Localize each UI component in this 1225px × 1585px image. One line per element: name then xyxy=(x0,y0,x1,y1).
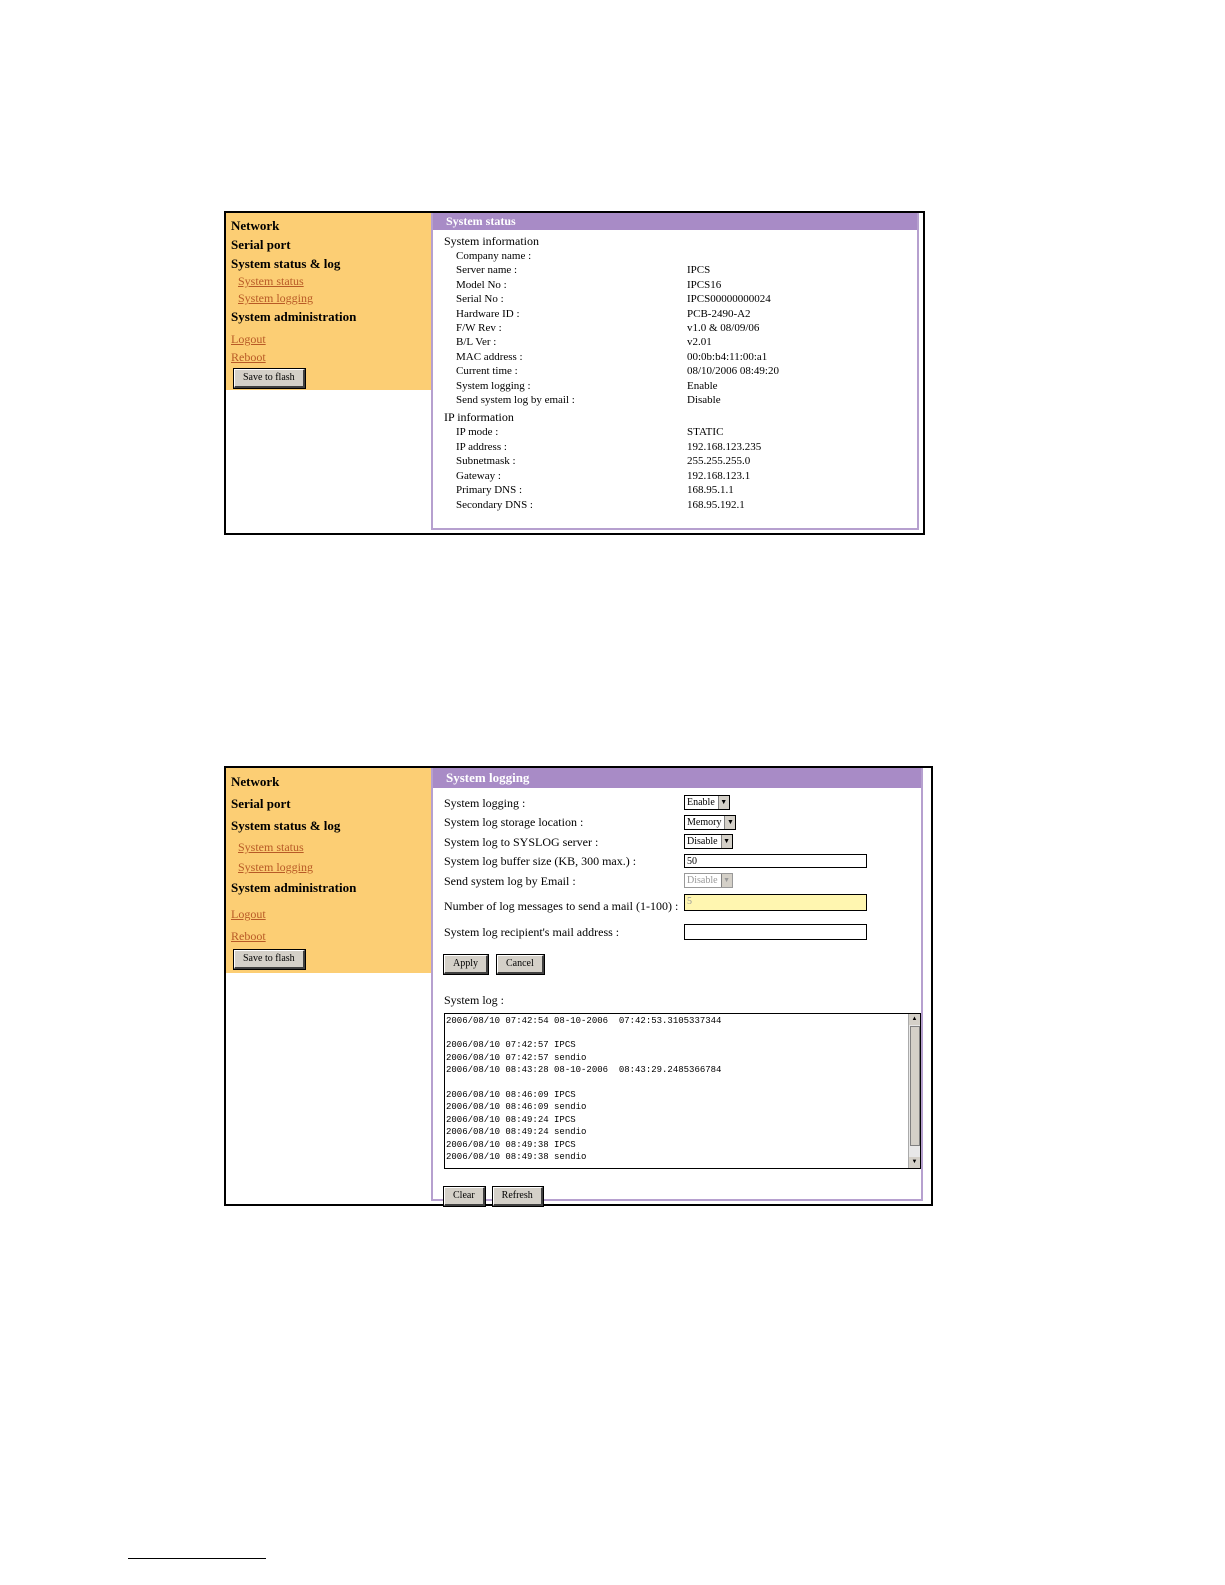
info-value: Enable xyxy=(687,379,718,392)
info-value: STATIC xyxy=(687,426,724,439)
scroll-up-arrow-icon[interactable]: ▲ xyxy=(909,1014,920,1025)
info-row xyxy=(456,249,917,263)
info-key: Secondary DNS : xyxy=(456,498,533,511)
save-to-flash-button[interactable]: Save to flash xyxy=(234,369,305,388)
syslog-server-row xyxy=(444,832,921,852)
info-value: 168.95.1.1 xyxy=(687,484,734,497)
system-logging-panel xyxy=(431,768,923,1201)
info-key: IP address : xyxy=(456,440,507,453)
send-email-label: Send system log by Email : xyxy=(444,873,576,888)
info-value: 08/10/2006 08:49:20 xyxy=(687,365,779,378)
info-row xyxy=(456,393,917,407)
system-information-heading: System information xyxy=(444,234,539,248)
info-row xyxy=(456,440,917,454)
send-email-select[interactable] xyxy=(684,873,733,888)
info-value: 00:0b:b4:11:00:a1 xyxy=(687,350,768,363)
info-row xyxy=(456,469,917,483)
nav-serial-port[interactable]: Serial port xyxy=(231,796,291,811)
log-line: 2006/08/10 08:49:24 IPCS xyxy=(446,1114,576,1125)
info-key: MAC address : xyxy=(456,350,523,363)
info-value: Disable xyxy=(687,394,721,407)
recipient-label: System log recipient's mail address : xyxy=(444,924,620,939)
system-status-screenshot xyxy=(224,211,925,535)
log-line: 2006/08/10 08:46:09 sendio xyxy=(446,1102,587,1113)
save-to-flash-button[interactable]: Save to flash xyxy=(234,950,305,969)
storage-location-row xyxy=(444,813,921,833)
storage-location-value: Memory xyxy=(687,816,722,828)
buffer-size-row xyxy=(444,852,921,872)
chevron-down-icon: ▼ xyxy=(721,874,732,887)
info-key: Subnetmask : xyxy=(456,455,516,468)
log-actions xyxy=(444,1185,921,1206)
info-key: Serial No : xyxy=(456,293,504,306)
logout-link[interactable]: Logout xyxy=(231,332,266,346)
nav-network[interactable]: Network xyxy=(231,774,280,789)
info-key: Current time : xyxy=(456,365,518,378)
log-line: 2006/08/10 08:49:38 sendio xyxy=(446,1151,587,1162)
info-key: Model No : xyxy=(456,278,507,291)
info-key: Server name : xyxy=(456,264,518,277)
info-row xyxy=(456,454,917,468)
storage-location-label: System log storage location : xyxy=(444,815,584,830)
system-logging-select[interactable] xyxy=(684,795,730,810)
nav-system-status-link[interactable]: System status xyxy=(238,274,304,288)
nav-system-status-log[interactable]: System status & log xyxy=(231,818,341,833)
system-log-content xyxy=(445,1014,920,1164)
info-row xyxy=(456,379,917,393)
sidebar xyxy=(226,768,431,973)
cancel-button[interactable]: Cancel xyxy=(497,955,544,974)
nav-serial-port[interactable]: Serial port xyxy=(231,237,291,252)
info-value: IPCS xyxy=(687,264,711,277)
recipient-email-input[interactable] xyxy=(684,924,867,940)
buffer-size-input[interactable]: 50 xyxy=(684,854,867,868)
log-line xyxy=(446,1027,920,1039)
log-line: 2006/08/10 07:42:57 sendio xyxy=(446,1052,587,1063)
reboot-link[interactable]: Reboot xyxy=(231,929,266,943)
info-value: 168.95.192.1 xyxy=(687,498,745,511)
info-key: Hardware ID : xyxy=(456,307,520,320)
info-value: 192.168.123.1 xyxy=(687,469,751,482)
logout-link[interactable]: Logout xyxy=(231,907,266,921)
syslog-server-value: Disable xyxy=(687,836,718,848)
info-value: v2.01 xyxy=(687,336,712,349)
log-line: 2006/08/10 07:42:54 08-10-2006 07:42:53.3105337344 xyxy=(446,1015,722,1026)
log-line: 2006/08/10 08:49:38 IPCS xyxy=(446,1139,576,1150)
scroll-thumb[interactable] xyxy=(910,1026,920,1146)
reboot-link[interactable]: Reboot xyxy=(231,350,266,364)
info-key: IP mode : xyxy=(456,426,499,439)
apply-button[interactable]: Apply xyxy=(444,955,488,974)
message-count-input[interactable]: 5 xyxy=(684,894,867,911)
buffer-size-label: System log buffer size (KB, 300 max.) : xyxy=(444,854,637,869)
nav-system-status-link[interactable]: System status xyxy=(238,840,304,854)
info-value: IPCS00000000024 xyxy=(687,293,771,306)
recipient-row xyxy=(444,921,921,943)
sidebar xyxy=(226,213,431,390)
message-count-row xyxy=(444,891,921,921)
log-line: 2006/08/10 08:43:28 08-10-2006 08:43:29.2485366784 xyxy=(446,1065,722,1076)
info-value: IPCS16 xyxy=(687,278,722,291)
nav-system-logging-link[interactable]: System logging xyxy=(238,860,314,874)
chevron-down-icon: ▼ xyxy=(724,816,735,829)
log-line: 2006/08/10 08:46:09 IPCS xyxy=(446,1089,576,1100)
log-scrollbar[interactable] xyxy=(908,1014,920,1168)
log-line: 2006/08/10 08:49:24 sendio xyxy=(446,1127,587,1138)
system-logging-row xyxy=(444,793,921,813)
send-email-row xyxy=(444,871,921,891)
info-key: B/L Ver : xyxy=(456,336,497,349)
info-row xyxy=(456,292,917,306)
panel-title: System status xyxy=(433,213,917,230)
info-key: Company name : xyxy=(456,250,532,262)
send-email-value: Disable xyxy=(687,875,718,887)
chevron-down-icon: ▼ xyxy=(718,796,729,809)
chevron-down-icon: ▼ xyxy=(721,835,732,848)
clear-button[interactable]: Clear xyxy=(444,1187,485,1206)
system-information-list xyxy=(433,249,917,407)
info-row xyxy=(456,335,917,349)
storage-location-select[interactable] xyxy=(684,815,736,830)
log-line xyxy=(446,1077,920,1089)
info-row xyxy=(456,350,917,364)
info-row xyxy=(456,321,917,335)
log-line: 2006/08/10 07:42:57 IPCS xyxy=(446,1040,576,1051)
ip-information-list xyxy=(433,425,917,511)
nav-network[interactable]: Network xyxy=(231,218,280,233)
info-key: F/W Rev : xyxy=(456,322,502,335)
info-row xyxy=(456,498,917,512)
system-log-textarea[interactable] xyxy=(444,1013,921,1169)
panel-title: System logging xyxy=(433,768,921,788)
info-row xyxy=(456,425,917,439)
info-value: 255.255.255.0 xyxy=(687,455,751,468)
info-row xyxy=(456,364,917,378)
info-key: Primary DNS : xyxy=(456,484,522,497)
info-row xyxy=(456,263,917,277)
info-key: System logging : xyxy=(456,379,531,392)
info-row xyxy=(456,278,917,292)
nav-system-administration[interactable]: System administration xyxy=(231,880,357,895)
info-value: v1.0 & 08/09/06 xyxy=(687,322,760,335)
info-row xyxy=(456,307,917,321)
system-logging-label: System logging : xyxy=(444,795,526,810)
system-logging-screenshot xyxy=(224,766,933,1206)
footnote-divider xyxy=(128,1558,266,1559)
info-row xyxy=(456,483,917,497)
refresh-button[interactable]: Refresh xyxy=(493,1187,543,1206)
info-key: Gateway : xyxy=(456,469,501,482)
system-status-panel xyxy=(431,213,919,530)
ip-information-heading: IP information xyxy=(444,410,514,425)
nav-system-administration[interactable]: System administration xyxy=(231,309,357,324)
nav-system-logging-link[interactable]: System logging xyxy=(238,291,314,305)
info-value: 192.168.123.235 xyxy=(687,440,762,453)
system-log-label: System log : xyxy=(444,992,505,1007)
nav-system-status-log[interactable]: System status & log xyxy=(231,256,341,271)
syslog-server-label: System log to SYSLOG server : xyxy=(444,834,599,849)
info-key: Send system log by email : xyxy=(456,394,575,407)
form-actions xyxy=(444,953,921,974)
system-logging-value: Enable xyxy=(687,797,715,809)
scroll-down-arrow-icon[interactable]: ▼ xyxy=(909,1157,920,1168)
syslog-server-select[interactable] xyxy=(684,834,733,849)
info-value: PCB-2490-A2 xyxy=(687,307,751,320)
message-count-label: Number of log messages to send a mail (1-100) : xyxy=(444,898,679,913)
